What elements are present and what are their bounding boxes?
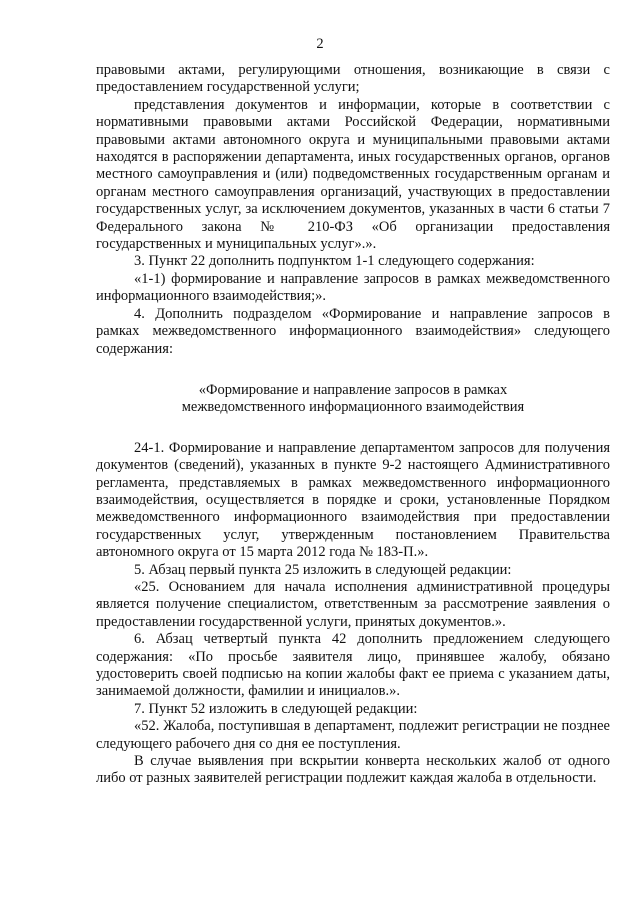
- paragraph-item-25: «25. Основанием для начала исполнения административной процедуры является получение специалистом, ответственным за рассмотрение заявления о предоставлении государственной услуги, принятых документов.».: [96, 578, 610, 630]
- page-number: 2: [316, 36, 324, 52]
- subsection-heading: [96, 382, 610, 417]
- paragraph-item-3: 3. Пункт 22 дополнить подпунктом 1-1 следующего содержания:: [134, 253, 535, 270]
- paragraph-item-52: «52. Жалоба, поступившая в департамент, подлежит регистрации не позднее следующего рабочего дня со дня ее поступления.: [96, 718, 610, 752]
- paragraph-item-24-1: 24-1. Формирование и направление департаментом запросов для получения документов (сведений), указанных в пункте 9-2 настоящего Административного регламента, представляемых в рамках межведомственного информационного взаимодействия, осуществляется в порядке и сроки, установленные Порядком межведомственного информационного взаимодействия при предоставлении государственных услуг, утвержденным постановлением Правительства автономного округа от 15 марта 2012 года № 183-П.».: [96, 439, 610, 561]
- subsection-heading-line-1: «Формирование и направление запросов в рамках: [198, 381, 508, 398]
- paragraph-item-6: 6. Абзац четвертый пункта 42 дополнить предложением следующего содержания: «По просьбе заявителя лицо, принявшее жалобу, обязано удостоверить своей подписью на копии жалобы факт ее приема с указанием даты, занимаемой должности, фамилии и инициалов.».: [96, 631, 610, 700]
- subsection-heading-line-2: межведомственного информационного взаимодействия: [181, 399, 525, 416]
- paragraph-documents-representation: представления документов и информации, которые в соответствии с нормативными правовыми актами Российской Федерации, нормативными правовыми актами автономного округа и муниципальными правовыми актами находятся в распоряжении департамента, иных государственных органов, органов местного самоуправления и (или) подведомственных государственным органам и органам местного самоуправления организаций, участвующих в предоставлении государственных услуг, за исключением документов, указанных в части 6 статьи 7 Федерального закона № 210-ФЗ «Об организации предоставления государственных и муниципальных услуг».».: [96, 96, 610, 253]
- paragraph-item-7: 7. Пункт 52 изложить в следующей редакции:: [134, 700, 418, 717]
- paragraph-item-5: 5. Абзац первый пункта 25 изложить в следующей редакции:: [134, 561, 512, 578]
- paragraph-subitem-1-1: «1-1) формирование и направление запросов в рамках межведомственного информационного взаимодействия;».: [96, 270, 610, 305]
- paragraph-item-4: 4. Дополнить подразделом «Формирование и направление запросов в рамках межведомственного информационного взаимодействия» следующего содержания:: [96, 305, 610, 357]
- document-body: [96, 62, 610, 788]
- paragraph-continuation: правовыми актами, регулирующими отношения, возникающие в связи с предоставлением государственной услуги;: [96, 62, 610, 96]
- paragraph-item-52-continuation: В случае выявления при вскрытии конверта нескольких жалоб от одного либо от разных заявителей регистрации подлежит каждая жалоба в отдельности.: [96, 753, 610, 787]
